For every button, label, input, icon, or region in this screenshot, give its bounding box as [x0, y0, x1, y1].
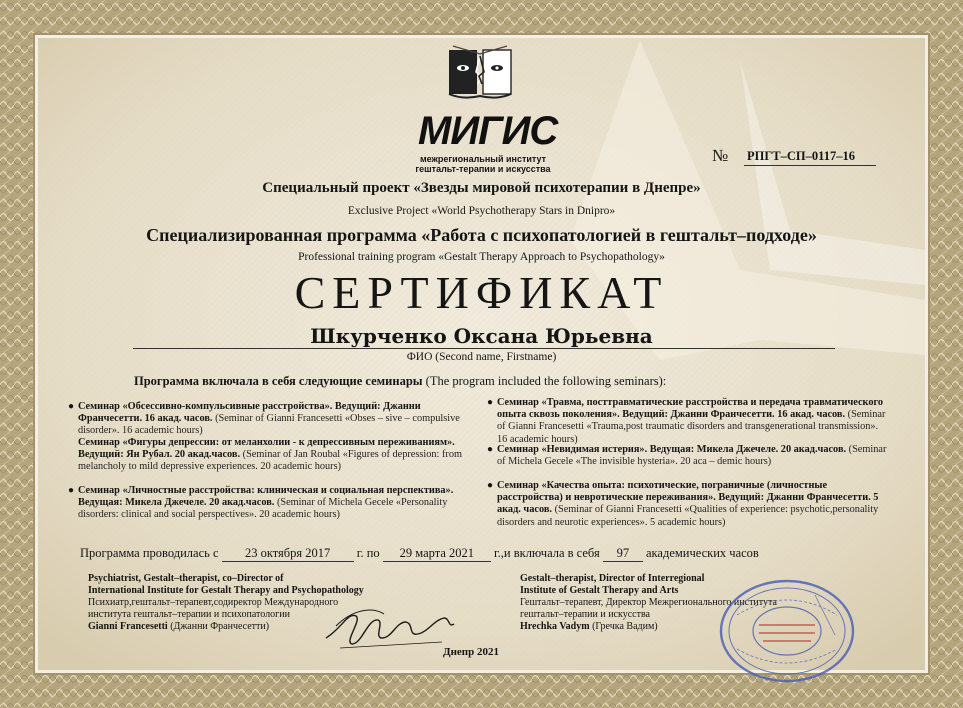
seminar-title: Семинар «Качества опыта: психотические, пограничные (личностные расстройства) и невротические переживания». Ведущий: Джанни Франчесетти. 5 акад. часов. [497, 480, 879, 516]
signer-left-line3: Психиатр,гештальт–терапевт,содиректор Международного [88, 597, 339, 608]
seminar-item-left-3 [68, 485, 470, 522]
seminar-item-right-3 [487, 480, 889, 529]
dates-suffix: г.,и включала в себя [493, 546, 600, 560]
bullet-icon: ● [68, 485, 75, 496]
hours-label: академических часов [645, 546, 759, 560]
seminars-heading-ru: Программа включала в себя следующие семинары [134, 374, 423, 388]
seminar-item-right-2 [487, 444, 889, 468]
seminar-note: (Seminar of Gianni Francesetti «Trauma,post traumatic disorders and transgenerational transmission». 16 academic hours) [497, 409, 886, 445]
bullet-icon: ● [487, 480, 494, 491]
hours-value: 97 [603, 546, 643, 562]
logo-brand: МИГИС [418, 109, 558, 153]
place-year: Днепр 2021 [443, 646, 499, 658]
seminar-item-left-1 [68, 401, 470, 438]
project-title-en: Exclusive Project «World Psychotherapy Stars in Dnipro» [347, 205, 616, 217]
dates-mid: г. по [356, 546, 380, 560]
seminar-title: Семинар «Фигуры депрессии: от меланхолии - к депрессивным переживаниям». Ведущий: Ян Рубал. 20 акад.часов. [78, 437, 455, 461]
seminar-item-right-1 [487, 397, 889, 446]
book-face-logo-icon [445, 42, 515, 104]
seminar-title: Семинар «Невидимая истерия». Ведущая: Микела Джечеле. 20 акад.часов. [497, 444, 847, 455]
bullet-icon: ● [68, 401, 75, 412]
signer-right-line3: Гештальт–терапевт, Директор Межрегионального института [520, 597, 777, 608]
seminar-item-left-2 [78, 437, 470, 474]
program-title-en: Professional training program «Gestalt Therapy Approach to Psychopathology» [298, 251, 665, 263]
certificate-title: СЕРТИФИКАТ [294, 267, 669, 318]
seminar-note: (Seminar of Jan Roubal «Figures of depression: from melancholy to mild depressive experiences. 20 academic hours) [78, 449, 462, 473]
logo-subtitle-1: межрегиональный институт [419, 154, 547, 164]
start-date: 23 октября 2017 [222, 546, 354, 562]
signature-icon [322, 598, 462, 656]
program-title-ru: Специализированная программа «Работа с психопатологией в гештальт–подходе» [146, 225, 817, 245]
end-date: 29 марта 2021 [383, 546, 491, 562]
signer-left-name: Gianni Francesetti [88, 621, 168, 632]
seminars-heading-en: (The program included the following seminars): [425, 374, 667, 388]
seminar-note: (Seminar of Gianni Francesetti «Qualities of experience: psychotic,personality disorders and neurotic experiences». 5 academic hours) [497, 504, 879, 528]
signer-left-line2: International Institute for Gestalt Therapy and Psychopathology [88, 585, 364, 596]
bullet-icon: ● [487, 397, 494, 408]
seminar-note: (Seminar of Michela Gecele «The invisible hysteria». 20 aca – demic hours) [497, 444, 887, 468]
seminars-heading [134, 374, 666, 389]
name-caption: ФИО (Second name, Firstname) [406, 351, 557, 363]
bullet-icon: ● [487, 444, 494, 455]
program-dates [80, 546, 759, 562]
signer-right-name-ru: (Гречка Вадим) [592, 621, 658, 632]
signer-left-name-ru: (Джанни Франчесетти) [170, 621, 270, 632]
seminar-note: (Seminar of Michela Gecele «Personality disorders: clinical and social perspectives». 20 academic hours) [78, 497, 448, 521]
signer-right-line1: Gestalt–therapist, Director of Interregional [520, 573, 705, 584]
dates-prefix: Программа проводилась с [80, 546, 219, 560]
project-title-ru: Специальный проект «Звезды мировой психотерапии в Днепре» [262, 180, 701, 196]
signer-right-line4: гештальт–терапии и искусства [520, 609, 650, 620]
seminar-title: Семинар «Обсессивно-компульсивные расстройства». Ведущий: Джанни Франчесетти. 16 акад. часов. [78, 401, 421, 425]
signer-left-line1: Psychiatrist, Gestalt–therapist, co–Director of [88, 573, 284, 584]
seminar-title: Семинар «Личностные расстройства: клиническая и социальная перспектива». Ведущая: Микела Джечеле. 20 акад.часов. [78, 485, 454, 509]
recipient-name: Шкурченко Оксана Юрьевна [310, 324, 653, 348]
logo-subtitle-2: гештальт-терапии и искусства [415, 164, 551, 174]
signer-right-line2: Institute of Gestalt Therapy and Arts [520, 585, 679, 596]
seminar-title: Семинар «Травма, посттравматические расстройства и передача травматического опыта сквозь поколения». Ведущий: Джанни Франчесетти. 16 акад. часов. [497, 397, 884, 421]
signer-left-line4: института гештальт–терапии и психопатологии [88, 609, 290, 620]
certificate-number-label: № [712, 146, 729, 165]
certificate-number: РПГТ–СП–0117–16 [747, 149, 855, 163]
seminar-note: (Seminar of Gianni Francesetti «Obses – sive – compulsive disorder». 16 academic hours) [78, 413, 460, 437]
seal-stamp-icon [715, 575, 860, 685]
signer-right-name: Hrechka Vadym [520, 621, 590, 632]
